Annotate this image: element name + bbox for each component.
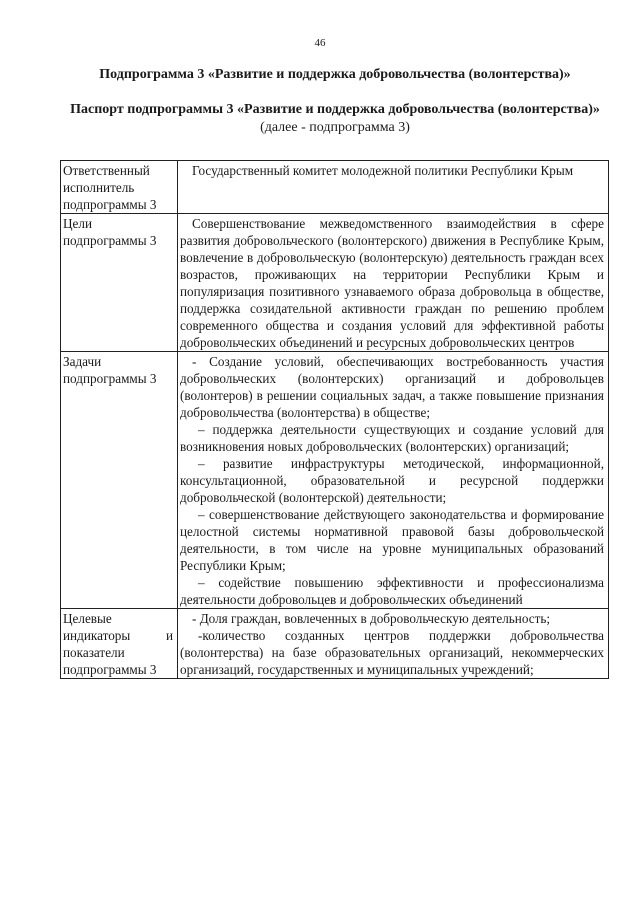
passport-title-note: (далее - подпрограмма 3) [260,120,410,135]
row-label [61,214,178,352]
row-content [178,609,609,679]
row-label [61,352,178,609]
paragraph: – совершенствование действующего законодательства и формирование целостной системы нормативной правовой базы добровольческой деятельности, в том числе на уровне муниципальных образований Республики Крым; [180,507,604,573]
table-row [61,609,609,679]
paragraph: - Доля граждан, вовлеченных в добровольческую деятельность; [192,611,551,626]
passport-title [60,101,610,137]
row-label [61,161,178,214]
paragraph: Государственный комитет молодежной политики Республики Крым [192,163,574,178]
page-number: 46 [314,37,326,49]
row-label-text: Целевые индикаторы и показатели подпрограммы 3 [63,611,173,677]
row-content [178,161,609,214]
paragraph: - Создание условий, обеспечивающих востребованность участия добровольческих (волонтерских) организаций и добровольцев (волонтеров) в решении социальных задач, а также повышение признания добровольчества (волонтерства) в обществе; [180,354,604,420]
paragraph: – развитие инфраструктуры методической, информационной, консультационной, образовательной и ресурсной поддержки добровольческой (волонтерской) деятельности; [180,456,604,505]
subprogram-title: Подпрограмма 3 «Развитие и поддержка добровольчества (волонтерства)» [99,67,571,82]
row-label [61,609,178,679]
row-content [178,214,609,352]
table-row [61,352,609,609]
paragraph: – поддержка деятельности существующих и создание условий для возникновения новых добровольческих (волонтерских) организаций; [180,422,604,454]
row-content [178,352,609,609]
table-row [61,161,609,214]
paragraph: – содействие повышению эффективности и профессионализма деятельности добровольцев и добровольческих объединений [180,575,604,607]
passport-table [60,160,609,679]
paragraph: Совершенствование межведомственного взаимодействия в сфере развития добровольческого (волонтерского) движения в Республике Крым, вовлечение в добровольческую (волонтерскую) деятельность граждан всех возрастов, проживающих на территории Республики Крым и популяризация позитивного узнаваемого образа добровольца в обществе, поддержка созидательной активности граждан по решению проблем современного общества и создания условий для эффективной работы добровольческих объединений и ресурсных добровольческих центров [180,216,604,350]
passport-title-bold: Паспорт подпрограммы 3 «Развитие и поддержка добровольчества (волонтерства)» [70,102,600,117]
paragraph: -количество созданных центров поддержки добровольчества (волонтерства) на базе образовательных организаций, некоммерческих организаций, государственных и муниципальных учреждений; [180,628,604,677]
row-label-text: Ответственный исполнитель подпрограммы 3 [63,163,157,212]
row-label-text: Задачи подпрограммы 3 [63,354,157,386]
row-label-text: Цели подпрограммы 3 [63,216,157,248]
table-row [61,214,609,352]
